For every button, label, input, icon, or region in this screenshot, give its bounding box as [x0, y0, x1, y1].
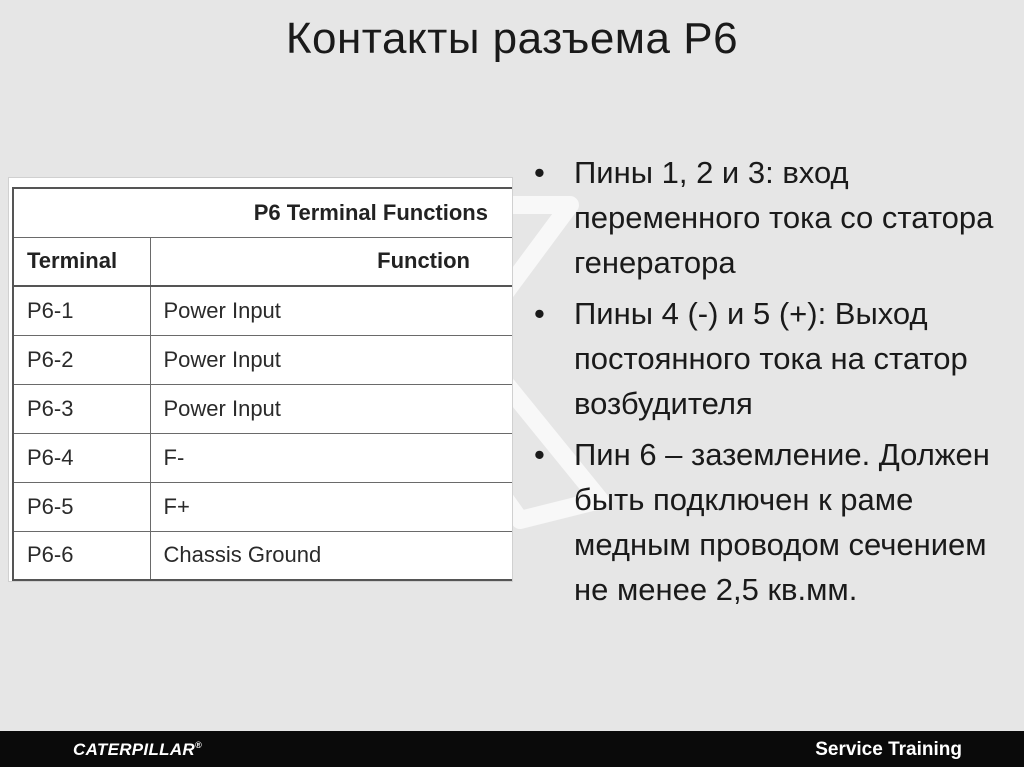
terminal-cell: P6-3: [13, 384, 150, 433]
table-row: [13, 286, 512, 335]
function-cell: Power Input: [150, 286, 512, 335]
terminal-cell: P6-6: [13, 531, 150, 580]
registered-mark: ®: [194, 740, 202, 750]
function-cell: Power Input: [150, 384, 512, 433]
caterpillar-logo: [73, 740, 202, 760]
bullet-marker: •: [534, 437, 545, 472]
bullet-text: Пины 4 (-) и 5 (+): Выход постоянного тока на статор возбудителя: [574, 296, 968, 421]
service-training-label: Service Training: [815, 739, 962, 760]
bullet-marker: •: [534, 296, 545, 331]
function-header: Function: [150, 237, 512, 286]
table-header-row: [13, 237, 512, 286]
footer-bar: [0, 731, 1024, 767]
terminal-functions-table: [12, 187, 512, 581]
table-row: [13, 482, 512, 531]
bullet-text: Пины 1, 2 и 3: вход переменного тока со статора генератора: [574, 155, 994, 280]
terminal-cell: P6-1: [13, 286, 150, 335]
table-row: [13, 433, 512, 482]
table-row: [13, 384, 512, 433]
function-cell: Power Input: [150, 335, 512, 384]
table-row: [13, 531, 512, 580]
function-cell: F-: [150, 433, 512, 482]
slide-title: Контакты разъема P6: [285, 14, 739, 63]
terminal-cell: P6-5: [13, 482, 150, 531]
terminal-cell: P6-4: [13, 433, 150, 482]
bullet-marker: •: [534, 155, 545, 190]
function-cell: Chassis Ground: [150, 531, 512, 580]
table-caption: P6 Terminal Functions: [13, 188, 512, 237]
bullet-item: [532, 150, 1012, 285]
bullet-list: [532, 150, 1012, 618]
bullet-item: [532, 291, 1012, 426]
bullet-item: [532, 432, 1012, 612]
terminal-table-panel: [8, 177, 513, 582]
table-row: [13, 335, 512, 384]
bullet-text: Пин 6 – заземление. Должен быть подключен к раме медным проводом сечением не менее 2,5 кв.мм.: [574, 437, 990, 607]
terminal-cell: P6-2: [13, 335, 150, 384]
brand-name: CATERPILLAR: [73, 740, 195, 759]
function-cell: F+: [150, 482, 512, 531]
table-caption-row: [13, 188, 512, 237]
terminal-header: Terminal: [13, 237, 150, 286]
